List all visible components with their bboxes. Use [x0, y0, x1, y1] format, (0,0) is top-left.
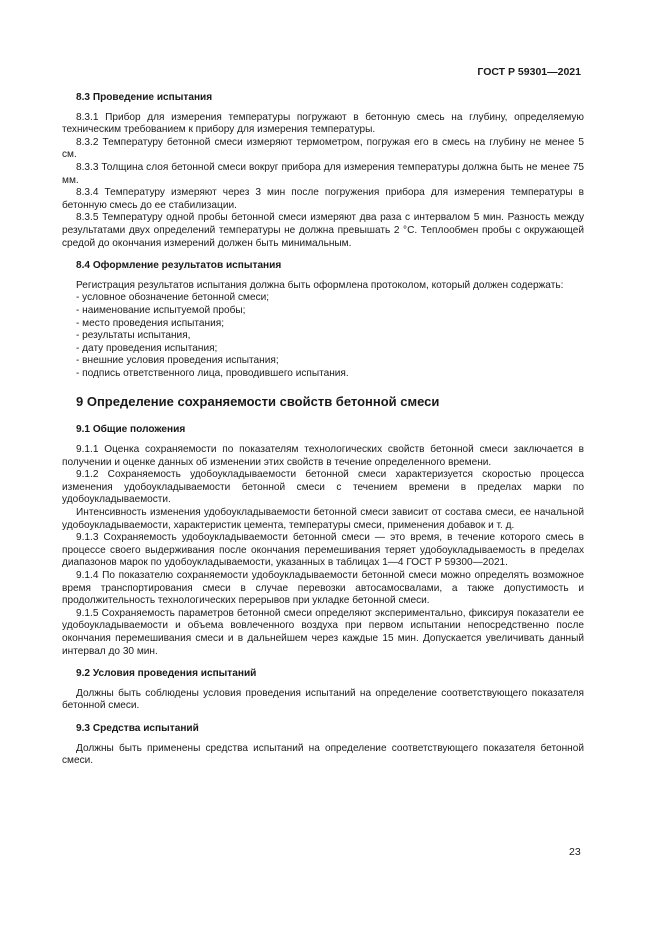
paragraph-9-1-2-cont: Интенсивность изменения удобоукладываемости бетонной смеси зависит от состава смеси, ее начальной удобоукладываемости, характеристик цемента, температуры смеси, применения добавок и т. д.: [62, 507, 584, 531]
list-item: - внешние условия проведения испытания;: [76, 355, 279, 367]
list-item: - подпись ответственного лица, проводившего испытания.: [76, 367, 349, 379]
paragraph-9-3: Должны быть применены средства испытаний на определение соответствующего показателя бетонной смеси.: [62, 742, 584, 767]
list-item: - условное обозначение бетонной смеси;: [76, 292, 270, 304]
paragraph-8-3-4: 8.3.4 Температуру измеряют через 3 мин после погружения прибора для измерения температуры в бетонную смесь до ее стабилизации.: [62, 187, 584, 211]
list-item: - результаты испытания,: [76, 330, 191, 342]
paragraph-8-3-5: 8.3.5 Температуру одной пробы бетонной смеси измеряют два раза с интервалом 5 мин. Разность между результатами двух определений температуры не должна превышать 2 °С. Теплообмен пробы с окружающей средой до окончания измерений должен быть минимальным.: [62, 212, 584, 249]
section-heading-9-1: 9.1 Общие положения: [76, 424, 186, 436]
list-item: - место проведения испытания;: [76, 317, 225, 329]
section-heading-9: 9 Определение сохраняемости свойств бетонной смеси: [76, 394, 440, 410]
paragraph-9-1-5: 9.1.5 Сохраняемость параметров бетонной смеси определяют экспериментально, фиксируя показатели ее удобоукладываемости и объема вовлеченного воздуха при первом испытании непосредственно после окончания перемешивания смеси и в дальнейшем через каждые 15 мин. Допускается увеличивать данный интервал до 30 мин.: [62, 607, 584, 657]
section-heading-8-3: 8.3 Проведение испытания: [76, 92, 213, 103]
paragraph-9-1-2: 9.1.2 Сохраняемость удобоукладываемости бетонной смеси характеризуется скоростью процесса изменения удобоукладываемости бетонной смеси с течением времени в пределах марки по удобоукладываемости.: [62, 469, 584, 506]
document-body: [62, 92, 584, 768]
paragraph-8-3-3: 8.3.3 Толщина слоя бетонной смеси вокруг прибора для измерения температуры должна быть не менее 75 мм.: [62, 161, 584, 186]
page-number: 23: [569, 846, 581, 858]
paragraph-8-3-2: 8.3.2 Температуру бетонной смеси измеряют термометром, погружая его в смесь на глубину не менее 5 см.: [62, 136, 584, 161]
list-item: - наименование испытуемой пробы;: [76, 304, 246, 316]
paragraph-8-3-1: 8.3.1 Прибор для измерения температуры погружают в бетонную смесь на глубину, определяемую техническим требованием к прибору для измерения температуры.: [62, 111, 584, 136]
paragraph-8-4-intro: Регистрация результатов испытания должна быть оформлена протоколом, который должен содержать:: [76, 279, 564, 291]
paragraph-9-1-1: 9.1.1 Оценка сохраняемости по показателям технологических свойств бетонной смеси заключается в получении и оценке данных об изменении этих свойств в течение определенного времени.: [62, 444, 584, 468]
paragraph-9-1-4: 9.1.4 По показателю сохраняемости удобоукладываемости бетонной смеси можно определять возможное время транспортирования смеси в случае перевозки автосамосвалами, а также допустимость и продолжительность технологических перерывов при укладке бетонной смеси.: [62, 570, 584, 607]
section-heading-9-3: 9.3 Средства испытаний: [76, 722, 199, 734]
paragraph-9-1-3: 9.1.3 Сохраняемость удобоукладываемости бетонной смеси — это время, в течение которого смесь в процессе своего выдерживания после окончания перемешивания теряет удобоукладываемость в пределах диапазонов марок по удобоукладываемости, указанных в таблицах 1—4 ГОСТ Р 59300—2021.: [62, 532, 584, 569]
standard-code: ГОСТ Р 59301—2021: [477, 66, 581, 78]
section-heading-9-2: 9.2 Условия проведения испытаний: [76, 668, 257, 680]
section-heading-8-4: 8.4 Оформление результатов испытания: [76, 260, 282, 272]
paragraph-9-2: Должны быть соблюдены условия проведения испытаний на определение соответствующего показателя бетонной смеси.: [62, 687, 584, 712]
list-item: - дату проведения испытания;: [76, 342, 218, 354]
